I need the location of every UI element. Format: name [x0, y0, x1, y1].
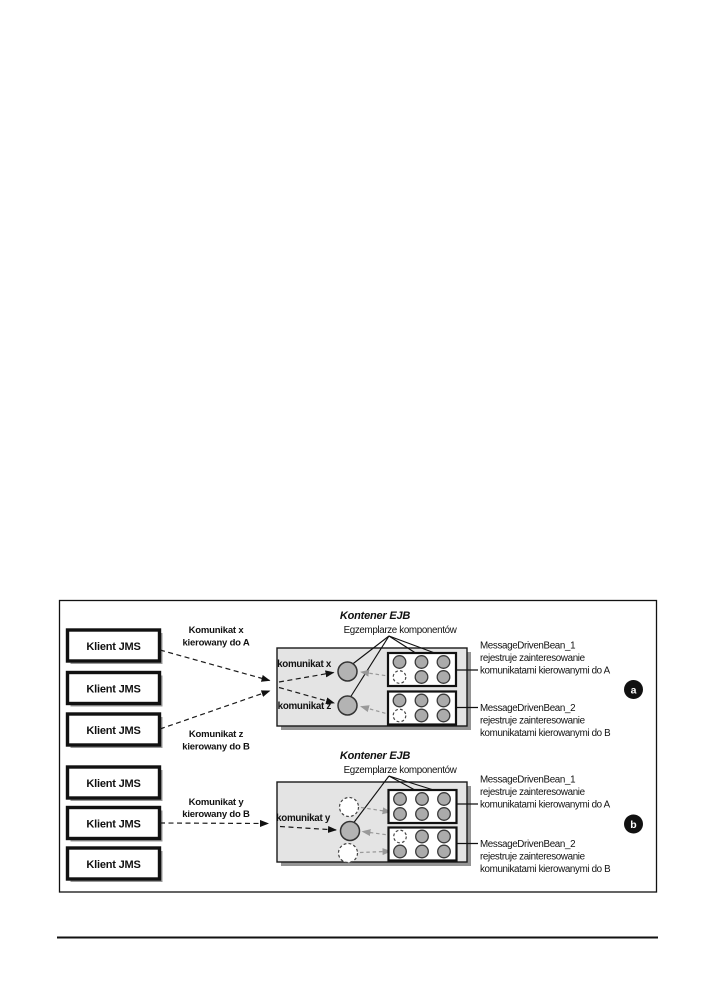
client-label: Klient JMS [86, 683, 141, 696]
mdb2-line2: rejestruje zainteresowanie [480, 715, 585, 727]
released-instance-top [340, 798, 359, 817]
mdb1-line2: rejestruje zainteresowanie [480, 653, 585, 664]
flow-label-x-line1: Komunikat x [188, 625, 244, 636]
mdb1-line1: MessageDrivenBean_1 [480, 774, 576, 786]
flow-label-y-line2: kierowany do B [182, 809, 250, 820]
instance-circle-y [341, 822, 360, 841]
panel-b [276, 750, 643, 875]
client-label: Klient JMS [86, 859, 141, 871]
flow-label-z-line2: kierowany do B [182, 741, 250, 753]
message-x-label: komunikat x [277, 659, 331, 670]
client-box [68, 808, 163, 842]
bean-pool-mdb1 [389, 790, 457, 823]
mdb1-line3: komunikatami kierowanymi do A [480, 665, 610, 677]
mdb2-line3: komunikatami kierowanymi do B [480, 864, 611, 875]
container-a-instances-caption: Egzemplarze komponentów [343, 625, 457, 636]
badge-letter: a [630, 684, 637, 697]
annotation-mdb2 [480, 839, 611, 875]
panel-b-badge [624, 815, 643, 834]
client-box [68, 714, 163, 748]
mdb2-line1: MessageDrivenBean_2 [480, 703, 576, 714]
container-a-title: Kontener EJB [339, 610, 411, 622]
panel-a-badge [624, 680, 643, 699]
empty-slot [393, 671, 406, 684]
annotation-mdb1 [480, 641, 611, 677]
page-footer-rule [57, 937, 658, 939]
arrow-message-z [160, 691, 270, 729]
message-y-label: komunikat y [276, 813, 330, 824]
client-label: Klient JMS [86, 778, 141, 790]
client-box [68, 673, 163, 707]
bean-pool-mdb1 [388, 653, 456, 686]
empty-slot [393, 709, 406, 722]
client-label: Klient JMS [86, 641, 141, 653]
instance-circle-z [338, 696, 357, 715]
instance-circle-x [338, 662, 357, 681]
client-box [68, 630, 163, 664]
flow-label-x-line2: kierowany do A [182, 637, 250, 649]
client-label: Klient JMS [86, 818, 141, 831]
client-box [68, 767, 163, 801]
message-z-label: komunikat z [277, 701, 331, 712]
mdb1-line2: rejestruje zainteresowanie [480, 787, 585, 798]
badge-letter: b [630, 819, 637, 831]
mdb2-line2: rejestruje zainteresowanie [480, 851, 585, 863]
mdb2-line1: MessageDrivenBean_2 [480, 839, 576, 850]
client-boxes [68, 630, 163, 882]
released-instance-bottom [339, 844, 358, 863]
annotation-mdb1 [480, 775, 611, 811]
flow-label-y-line1: Komunikat y [188, 797, 244, 808]
arrow-message-x [160, 650, 270, 681]
flow-label-z-line1: Komunikat z [188, 729, 244, 740]
mdb1-line1: MessageDrivenBean_1 [480, 640, 576, 652]
bean-pool-mdb2 [388, 692, 456, 725]
empty-slot [394, 830, 407, 843]
container-b-title: Kontener EJB [339, 750, 411, 762]
panel-a [277, 610, 643, 739]
mdb1-line3: komunikatami kierowanymi do A [480, 799, 610, 811]
flow-labels [182, 625, 250, 820]
container-b-instances-caption: Egzemplarze komponentów [343, 765, 457, 776]
annotation-mdb2 [480, 703, 611, 739]
client-box [68, 848, 163, 882]
bean-pool-mdb2 [389, 828, 457, 861]
arrow-message-y [160, 823, 268, 824]
mdb2-line3: komunikatami kierowanymi do B [480, 728, 611, 739]
client-label: Klient JMS [86, 725, 141, 737]
